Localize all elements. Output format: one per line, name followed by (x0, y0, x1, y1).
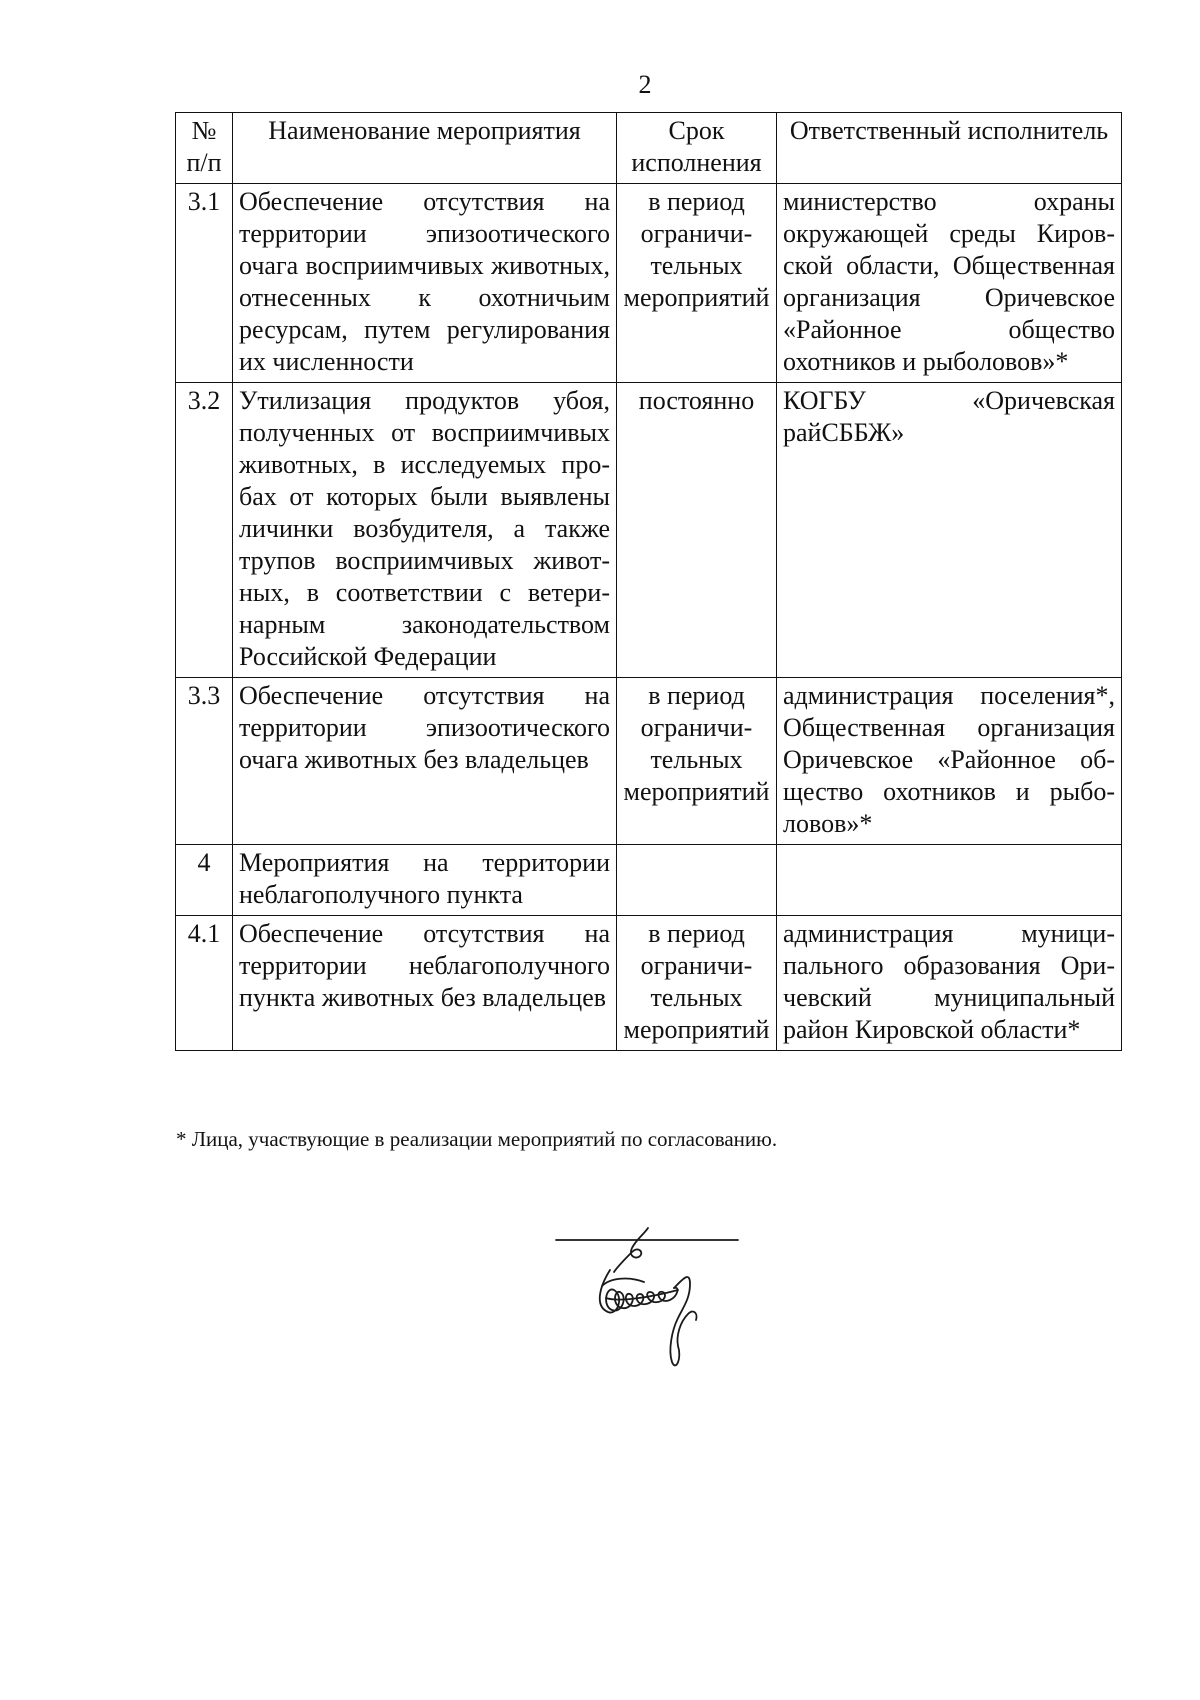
measure-name: Обеспечение отсутствия на территории неблагополучного пункта животных без владельцев (233, 916, 617, 1051)
header-measure-name: Наименование мероприятия (233, 113, 617, 184)
table-header-row (176, 113, 1122, 184)
measure-name: Мероприятия на территории неблагополучного пункта (233, 845, 617, 916)
table-row (176, 845, 1122, 916)
row-number: 4.1 (176, 916, 233, 1051)
table-row (176, 383, 1122, 678)
row-number: 3.3 (176, 678, 233, 845)
responsible-executor (777, 845, 1122, 916)
deadline (617, 845, 777, 916)
handwritten-signature (548, 1226, 758, 1386)
page-number: 2 (638, 70, 652, 99)
header-number: № п/п (176, 113, 233, 184)
table-row (176, 916, 1122, 1051)
header-deadline: Срок исполнения (617, 113, 777, 184)
row-number: 4 (176, 845, 233, 916)
deadline: в период ограничительных мероприятий (617, 678, 777, 845)
measure-name: Утилизация продуктов убоя, полученных от восприимчивых животных, в исследуемых пробах от которых были выявлены личинки возбудителя, а также трупов восприимчивых животных, в соответствии с ветеринарным законодательством Российской Федерации (233, 383, 617, 678)
responsible-executor: администрация поселения*, Общественная организация Оричевское «Районное общество охотников и рыболовов»* (777, 678, 1122, 845)
deadline: в период ограничительных мероприятий (617, 184, 777, 383)
responsible-executor: администрация муниципального образования Оричевский муниципальный район Кировской области* (777, 916, 1122, 1051)
table-row (176, 678, 1122, 845)
measures-table (175, 112, 1122, 1051)
row-number: 3.2 (176, 383, 233, 678)
row-number: 3.1 (176, 184, 233, 383)
deadline: постоянно (617, 383, 777, 678)
footnote: * Лица, участвующие в реализации мероприятий по согласованию. (176, 1127, 778, 1151)
measure-name: Обеспечение отсутствия на территории эпизоотического очага животных без владельцев (233, 678, 617, 845)
responsible-executor: КОГБУ «Оричевская райСББЖ» (777, 383, 1122, 678)
header-responsible: Ответственный исполнитель (777, 113, 1122, 184)
measure-name: Обеспечение отсутствия на территории эпизоотического очага восприимчивых животных, отнесенных к охотничьим ресурсам, путем регулирования их численности (233, 184, 617, 383)
table-row (176, 184, 1122, 383)
responsible-executor: министерство охраны окружающей среды Кировской области, Общественная организация Оричевское «Районное общество охотников и рыболовов»* (777, 184, 1122, 383)
deadline: в период ограничительных мероприятий (617, 916, 777, 1051)
